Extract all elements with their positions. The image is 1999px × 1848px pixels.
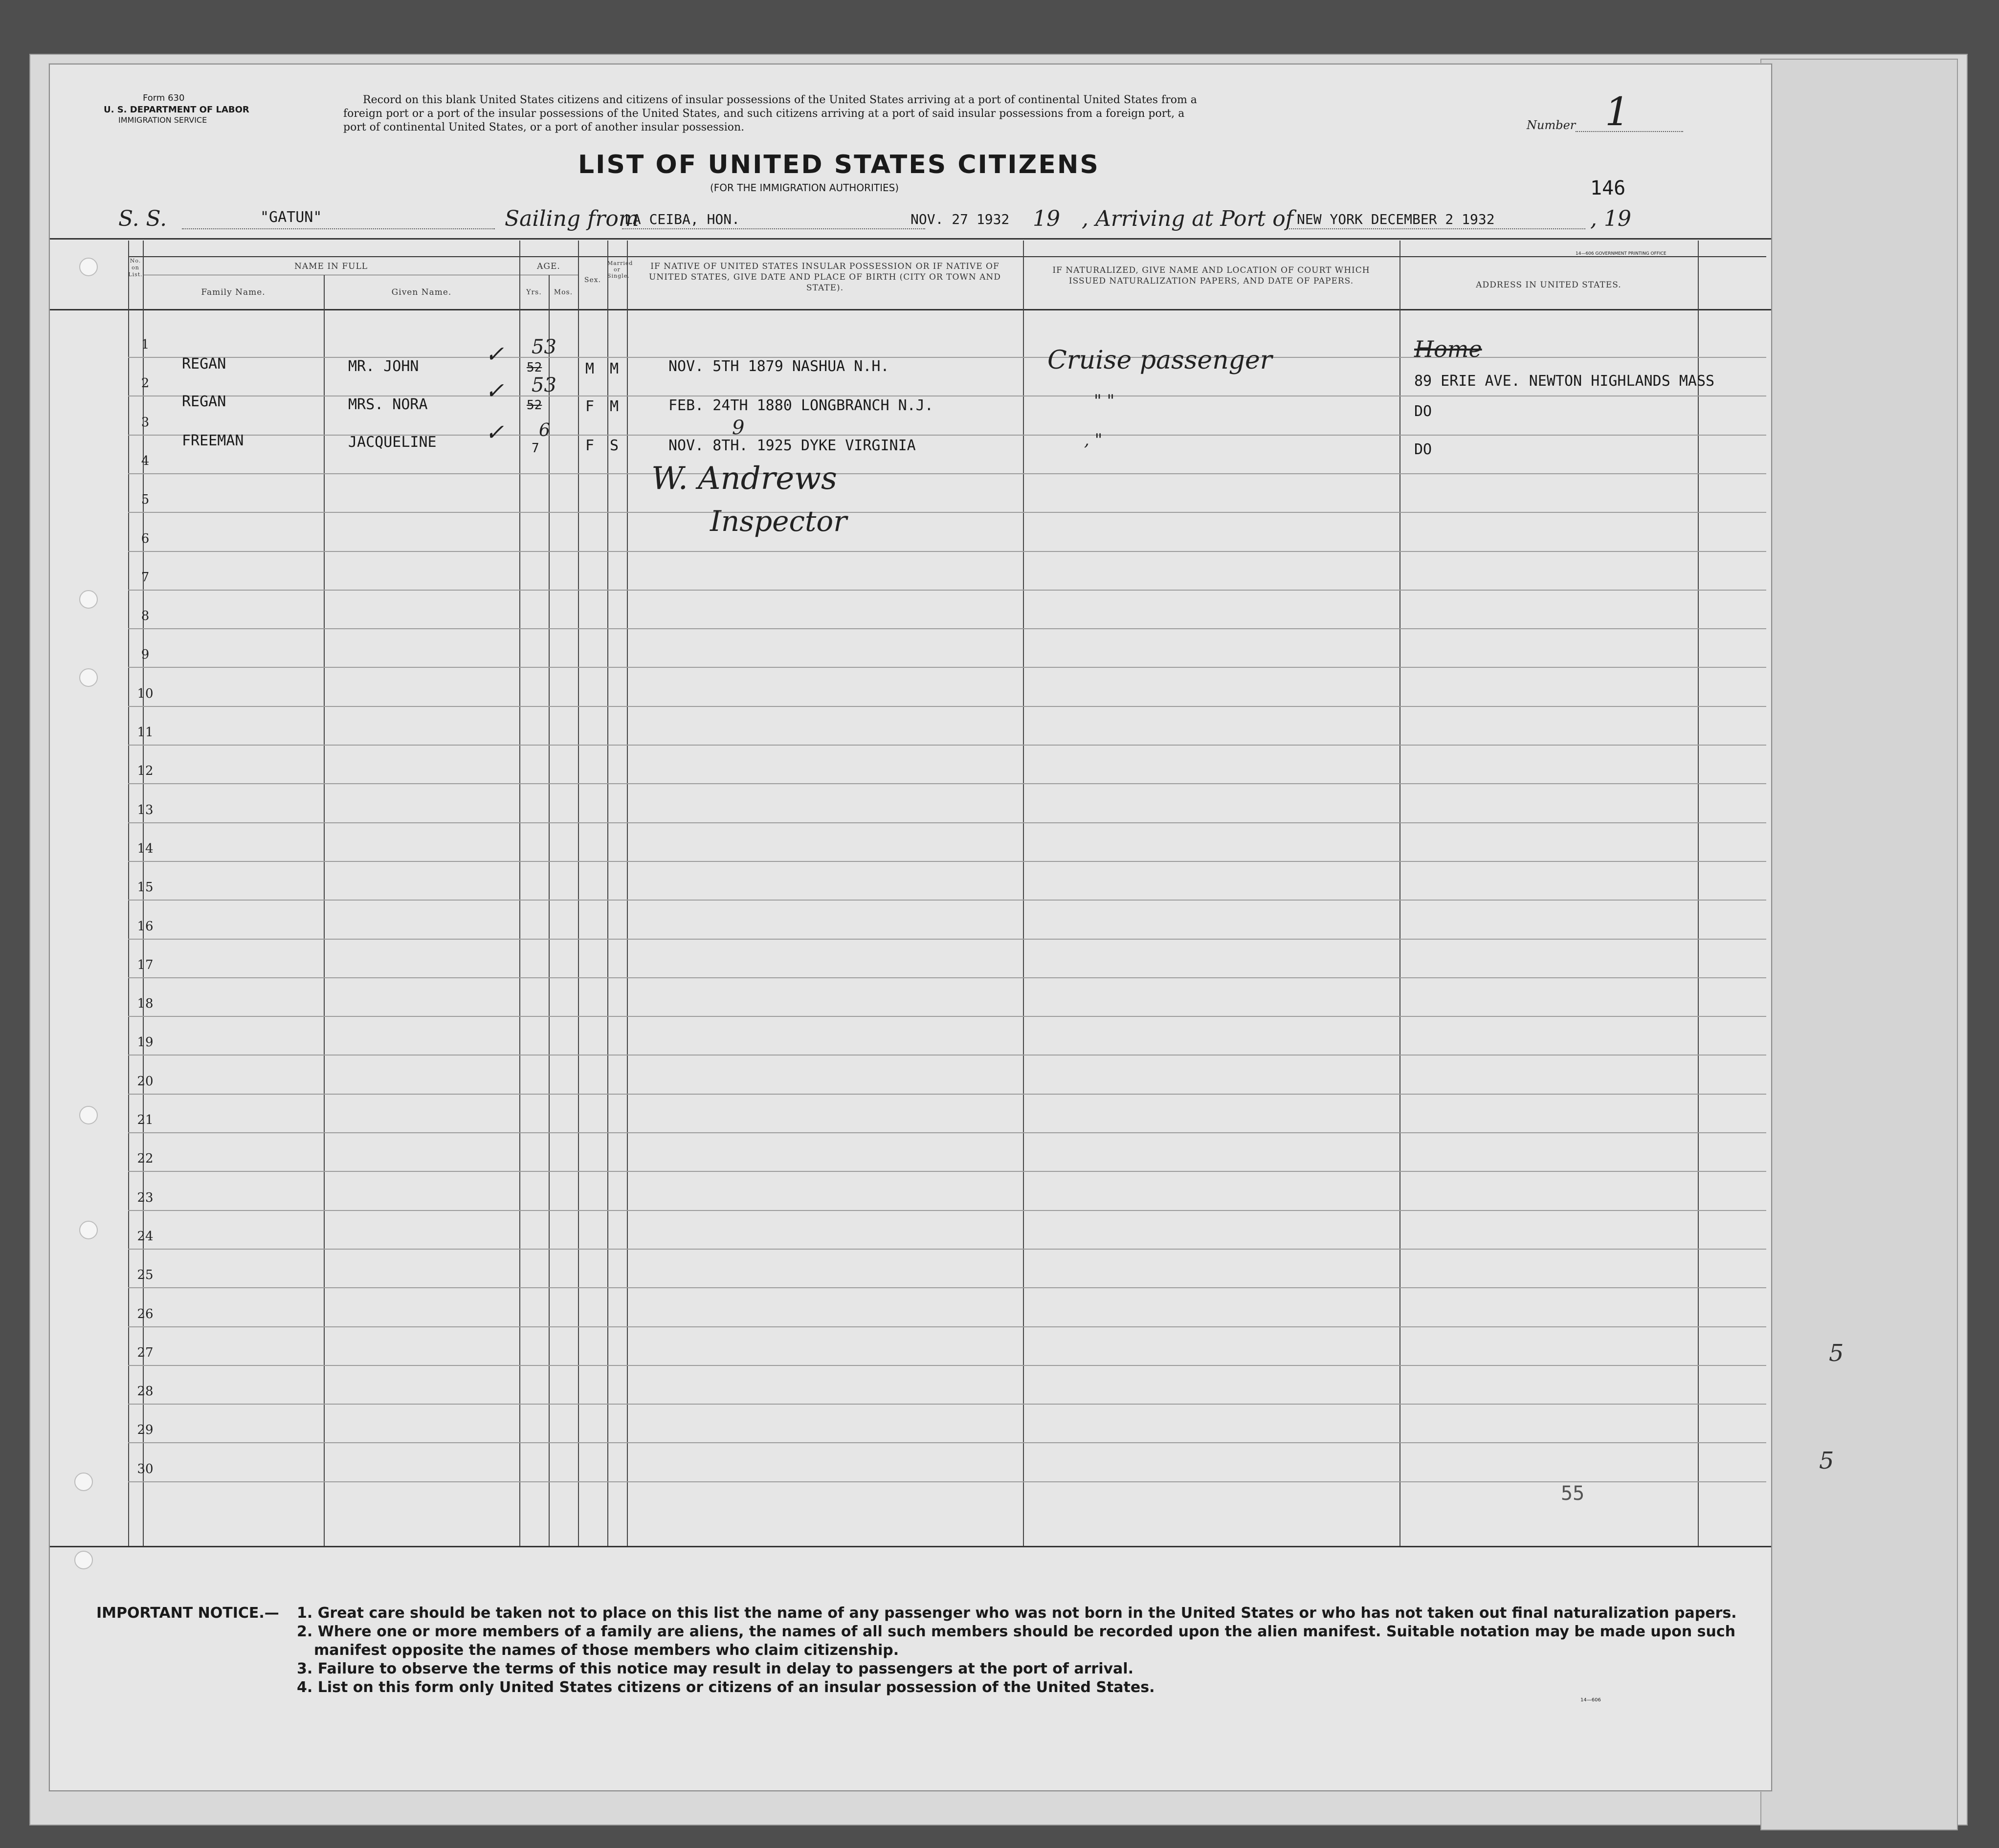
- punch-hole: [74, 1473, 93, 1491]
- table-row: [128, 667, 1766, 668]
- header-sex: Sex.: [584, 276, 601, 284]
- margin-mark-1: 5: [1829, 1340, 1844, 1367]
- table-row: [128, 473, 1766, 474]
- entry-3-age-hand: 6: [539, 420, 550, 440]
- table-row: [128, 1016, 1766, 1017]
- row-number: 6: [141, 531, 150, 546]
- header-married-single: Married or Single.: [607, 260, 633, 279]
- col-rule-mos: [578, 241, 579, 1546]
- col-rule-married: [627, 241, 628, 1546]
- ship-underline: [182, 228, 495, 229]
- table-row: [128, 551, 1766, 552]
- sailing-port: LA CEIBA, HON.: [624, 211, 740, 227]
- entry-3-family: FREEMAN: [182, 432, 244, 449]
- col-rule-yrs: [549, 275, 550, 1546]
- punch-hole: [79, 1106, 98, 1124]
- entry-1-family: REGAN: [182, 355, 226, 373]
- table-row: [128, 1404, 1766, 1405]
- citizens-list-form: [49, 64, 1772, 1791]
- header-no-on-list: No. on List.: [128, 258, 143, 278]
- table-row: [128, 1132, 1766, 1133]
- entry-1-given: MR. JOHN: [348, 358, 419, 375]
- table-row: [128, 1442, 1766, 1443]
- header-name-in-full: NAME IN FULL: [294, 262, 368, 271]
- sailing-label: Sailing from: [505, 206, 639, 231]
- col-rule-address: [1698, 241, 1699, 1546]
- entry-2-naturalized: " ": [1094, 391, 1115, 411]
- number-value: 1: [1605, 89, 1630, 134]
- port-underline: [622, 228, 925, 229]
- entry-3-age-typed: 7: [532, 441, 539, 456]
- row-number: 24: [137, 1229, 154, 1244]
- header-yrs: Yrs.: [526, 288, 542, 296]
- header-age: AGE.: [537, 262, 560, 271]
- arrival-info: NEW YORK DECEMBER 2 1932: [1297, 211, 1495, 227]
- instruction-line-3: port of continental United States, or a port of another insular possession.: [343, 121, 745, 133]
- row-number: 30: [137, 1461, 154, 1476]
- entry-2-family: REGAN: [182, 393, 226, 410]
- row-number: 15: [137, 880, 154, 895]
- table-row: [128, 783, 1766, 784]
- inspector-title: Inspector: [710, 505, 847, 538]
- year-prefix-2: , 19: [1590, 206, 1631, 231]
- table-row: [128, 1481, 1766, 1482]
- entry-3-address: DO: [1414, 441, 1432, 458]
- instruction-line-2: foreign port or a port of the insular possessions of the United States, and such citizens arriving at a port of said insular possessions from a foreign port, a: [343, 108, 1185, 120]
- entry-3-naturalized: , ": [1084, 430, 1103, 450]
- row-number: 23: [137, 1190, 154, 1205]
- table-row: [128, 861, 1766, 862]
- entry-1-married: M: [610, 360, 619, 377]
- printer-mark: 14—606 GOVERNMENT PRINTING OFFICE: [1576, 251, 1666, 256]
- entry-1-naturalized: Cruise passenger: [1047, 346, 1272, 375]
- table-row: [128, 512, 1766, 513]
- header-address: ADDRESS IN UNITED STATES.: [1476, 280, 1621, 290]
- row-number: 22: [137, 1151, 154, 1166]
- entry-2-age-hand: 53: [532, 374, 556, 396]
- row-number: 21: [137, 1113, 154, 1127]
- stamp-number: 146: [1590, 177, 1626, 199]
- ss-label: S. S.: [118, 206, 167, 231]
- table-header-border: [128, 256, 1766, 257]
- header-birth: IF NATIVE OF UNITED STATES INSULAR POSSESSION OR IF NATIVE OF UNITED STATES, GIVE DATE AND PLACE OF BIRTH (CITY OR TOWN AND STATE).: [649, 262, 1001, 293]
- year-prefix-1: 19: [1033, 206, 1060, 231]
- page-count-stamp: 55: [1561, 1482, 1585, 1505]
- entry-1-age-hand: 53: [532, 336, 556, 358]
- table-row: [128, 1326, 1766, 1327]
- table-row: [128, 706, 1766, 707]
- entry-1-birth: NOV. 5TH 1879 NASHUA N.H.: [668, 358, 889, 375]
- row-number: 26: [137, 1306, 154, 1321]
- row-number: 18: [137, 996, 154, 1012]
- entry-1-age-typed: 52: [527, 360, 542, 375]
- entry-1-address-hand: Home: [1414, 336, 1482, 362]
- row-number: 8: [141, 609, 150, 624]
- margin-mark-2: 5: [1819, 1447, 1834, 1474]
- notice-item-2: 2. Where one or more members of a family are aliens, the names of all such members should be recorded upon the alien manifest. Suitable notation may be made upon such: [297, 1623, 1736, 1640]
- col-rule-naturalized: [1399, 241, 1400, 1546]
- entry-2-age-typed: 52: [527, 398, 542, 413]
- row-number: 19: [137, 1035, 154, 1050]
- table-row: [128, 1171, 1766, 1172]
- underlying-sheet-right: [1760, 59, 1958, 1830]
- row-number: 28: [137, 1384, 154, 1399]
- row-number: 4: [141, 453, 150, 468]
- notice-item-4: 4. List on this form only United States citizens or citizens of an insular possession of the United States.: [297, 1679, 1155, 1696]
- col-rule-birth: [1023, 241, 1024, 1546]
- number-label: Number: [1527, 118, 1576, 132]
- header-family-name: Family Name.: [201, 287, 266, 297]
- table-row: [128, 745, 1766, 746]
- punch-hole: [79, 668, 98, 687]
- row-number: 16: [137, 919, 154, 934]
- table-row: [128, 1210, 1766, 1211]
- notice-footer-mark: 14—606: [1580, 1697, 1601, 1703]
- entry-1-sex: M: [585, 360, 595, 377]
- col-rule-given: [519, 241, 520, 1546]
- table-row: [128, 1055, 1766, 1056]
- col-rule-sex: [607, 241, 608, 1546]
- table-row: [128, 1287, 1766, 1288]
- entry-3-married: S: [610, 437, 619, 454]
- table-row: [128, 939, 1766, 940]
- entry-2-married: M: [610, 398, 619, 415]
- entry-2-birth: FEB. 24TH 1880 LONGBRANCH N.J.: [668, 397, 933, 414]
- row-number: 7: [141, 570, 150, 585]
- row-number: 1: [141, 337, 150, 352]
- entry-2-given: MRS. NORA: [348, 396, 428, 413]
- form-number: Form 630: [143, 93, 185, 103]
- service: IMMIGRATION SERVICE: [118, 115, 207, 125]
- entry-2-sex: F: [585, 398, 595, 415]
- row-number: 9: [141, 647, 150, 662]
- row-number: 12: [137, 764, 154, 779]
- table-row: [128, 1249, 1766, 1250]
- table-row: [128, 900, 1766, 901]
- instruction-line-1: Record on this blank United States citizens and citizens of insular possessions of the United States arriving at a port of continental United States from a: [363, 94, 1197, 106]
- row-number: 10: [137, 686, 154, 701]
- table-bottom-border: [50, 1546, 1771, 1547]
- row-number: 3: [141, 415, 150, 430]
- row-number: 2: [141, 376, 150, 391]
- entry-3-given: JACQUELINE: [348, 434, 437, 451]
- notice-item-1: 1. Great care should be taken not to place on this list the name of any passenger who was not born in the United States or who has not taken out final naturalization papers.: [297, 1605, 1737, 1622]
- entry-1-check-mark: ✓: [485, 341, 504, 367]
- row-number: 14: [137, 841, 154, 856]
- table-header-bottom: [50, 309, 1771, 310]
- table-row: [128, 1094, 1766, 1095]
- punch-hole: [79, 258, 98, 276]
- notice-item-3: 3. Failure to observe the terms of this notice may result in delay to passengers at the port of arrival.: [297, 1660, 1133, 1677]
- form-title: LIST OF UNITED STATES CITIZENS: [578, 150, 1100, 179]
- row-number: 29: [137, 1423, 154, 1438]
- entry-3-birth: NOV. 8TH. 1925 DYKE VIRGINIA: [668, 437, 916, 454]
- row-number: 27: [137, 1345, 154, 1360]
- table-top-border: [50, 238, 1771, 240]
- punch-hole: [79, 1221, 98, 1239]
- row-number: 17: [137, 957, 154, 972]
- header-given-name: Given Name.: [391, 287, 452, 297]
- arrival-underline: [1287, 228, 1585, 229]
- notice-heading: IMPORTANT NOTICE.—: [96, 1605, 279, 1622]
- entry-1-address: 89 ERIE AVE. NEWTON HIGHLANDS MASS: [1414, 373, 1715, 390]
- table-row: [128, 1365, 1766, 1366]
- row-number: 20: [137, 1074, 154, 1089]
- arriving-label: , Arriving at Port of: [1082, 206, 1293, 231]
- department: U. S. DEPARTMENT OF LABOR: [104, 105, 249, 115]
- punch-hole: [79, 590, 98, 609]
- entry-3-check-mark: ✓: [485, 419, 504, 445]
- entry-2-address: DO: [1414, 403, 1432, 420]
- header-naturalized: IF NATURALIZED, GIVE NAME AND LOCATION OF COURT WHICH ISSUED NATURALIZATION PAPERS, AND DATE OF PAPERS.: [1052, 265, 1370, 286]
- col-rule-family: [324, 275, 325, 1546]
- table-row: [128, 822, 1766, 823]
- entry-3-sex: F: [585, 437, 595, 454]
- entry-3-birth-hand: 9: [732, 417, 745, 439]
- row-number: 11: [137, 725, 154, 740]
- ship-name: "GATUN": [260, 209, 322, 226]
- header-mos: Mos.: [554, 288, 573, 296]
- row-number: 5: [141, 492, 150, 507]
- punch-hole: [74, 1551, 93, 1569]
- row-number: 25: [137, 1268, 154, 1283]
- sailing-date: NOV. 27 1932: [911, 211, 1010, 227]
- row-number: 13: [137, 802, 154, 817]
- table-row: [128, 590, 1766, 591]
- entry-2-check-mark: ✓: [485, 377, 504, 404]
- table-row: [128, 977, 1766, 978]
- table-row: [128, 628, 1766, 629]
- inspector-signature: W. Andrews: [651, 461, 837, 497]
- notice-item-2-cont: manifest opposite the names of those members who claim citizenship.: [314, 1642, 899, 1659]
- form-subtitle: (FOR THE IMMIGRATION AUTHORITIES): [710, 182, 899, 194]
